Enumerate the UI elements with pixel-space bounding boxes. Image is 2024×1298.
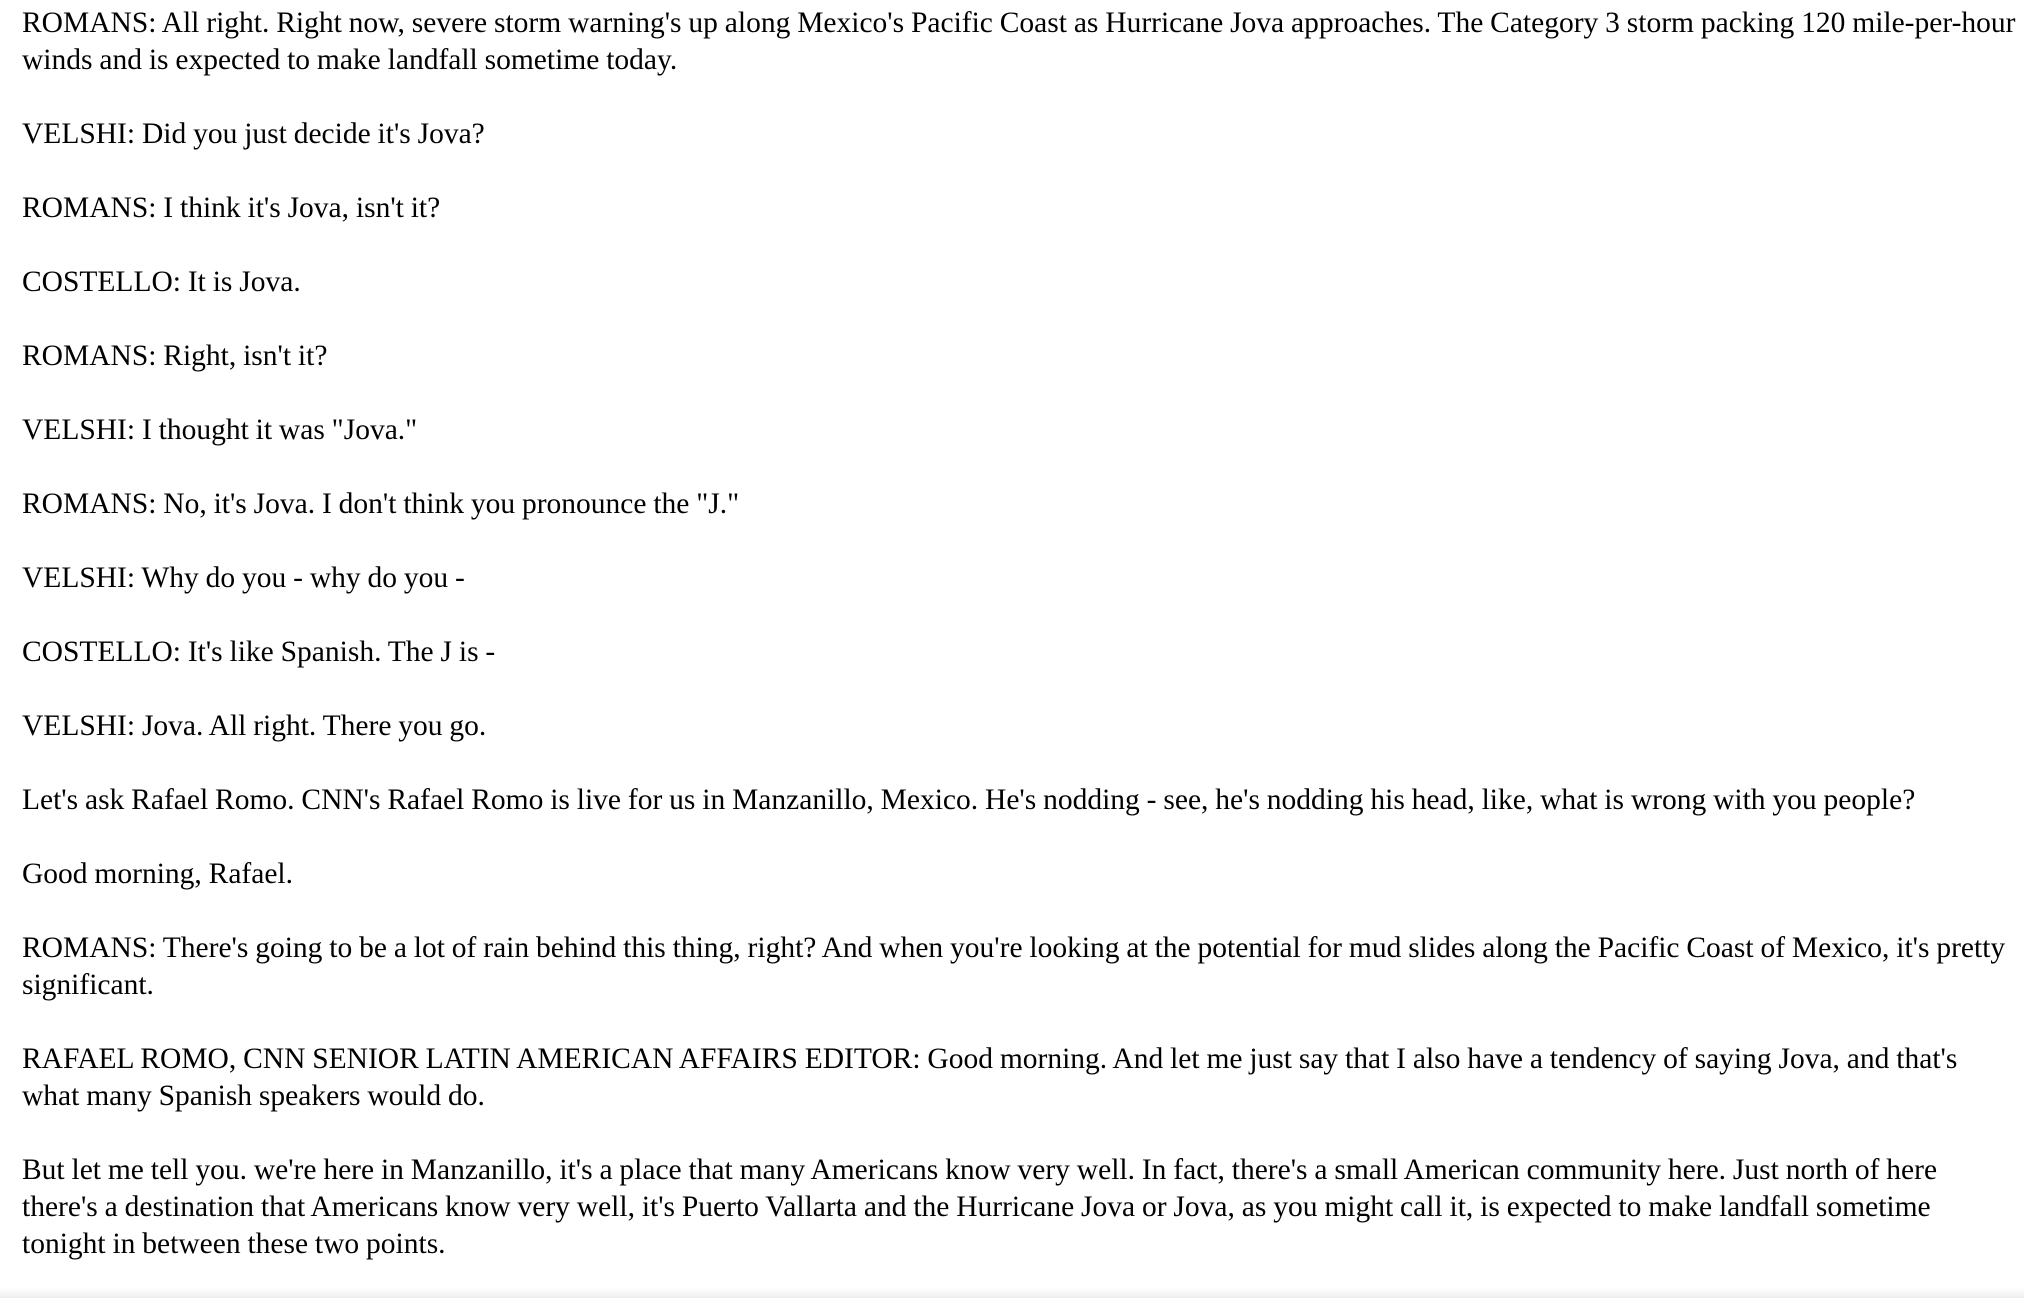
transcript-paragraph: ROMANS: All right. Right now, severe storm warning's up along Mexico's Pacific Coast as Hurricane Jova approaches. The Category 3 storm packing 120 mile-per-hour winds and is expected to make landfall sometime today.	[22, 7, 2016, 76]
transcript-paragraph: Let's ask Rafael Romo. CNN's Rafael Romo is live for us in Manzanillo, Mexico. He's nodding - see, he's nodding his head, like, what is wrong with you people?	[22, 784, 1916, 816]
transcript-paragraph: ROMANS: Right, isn't it?	[22, 340, 328, 372]
transcript-paragraph: VELSHI: Why do you - why do you -	[22, 562, 465, 594]
transcript-paragraph: RAFAEL ROMO, CNN SENIOR LATIN AMERICAN AFFAIRS EDITOR: Good morning. And let me just say that I also have a tendency of saying Jova, and that's what many Spanish speakers would do.	[22, 1043, 1958, 1112]
transcript-paragraph: ROMANS: I think it's Jova, isn't it?	[22, 192, 441, 224]
transcript-paragraph: Good morning, Rafael.	[22, 858, 293, 890]
transcript-paragraph: ROMANS: No, it's Jova. I don't think you pronounce the "J."	[22, 488, 740, 520]
transcript-paragraph: VELSHI: Jova. All right. There you go.	[22, 710, 487, 742]
transcript-paragraph: COSTELLO: It's like Spanish. The J is -	[22, 636, 496, 668]
transcript-paragraph: VELSHI: I thought it was "Jova."	[22, 414, 418, 446]
transcript-paragraph: But let me tell you. we're here in Manzanillo, it's a place that many Americans know very well. In fact, there's a small American community here. Just north of here there's a destination that Americans know very well, it's Puerto Vallarta and the Hurricane Jova or Jova, as you might call it, is expected to make landfall sometime tonight in between these two points.	[22, 1154, 1938, 1260]
transcript-paragraph: VELSHI: Did you just decide it's Jova?	[22, 118, 485, 150]
transcript-body	[22, 0, 2018, 1298]
transcript-paragraph: COSTELLO: It is Jova.	[22, 266, 301, 298]
transcript-paragraph: ROMANS: There's going to be a lot of rain behind this thing, right? And when you're looking at the potential for mud slides along the Pacific Coast of Mexico, it's pretty significant.	[22, 932, 2006, 1001]
